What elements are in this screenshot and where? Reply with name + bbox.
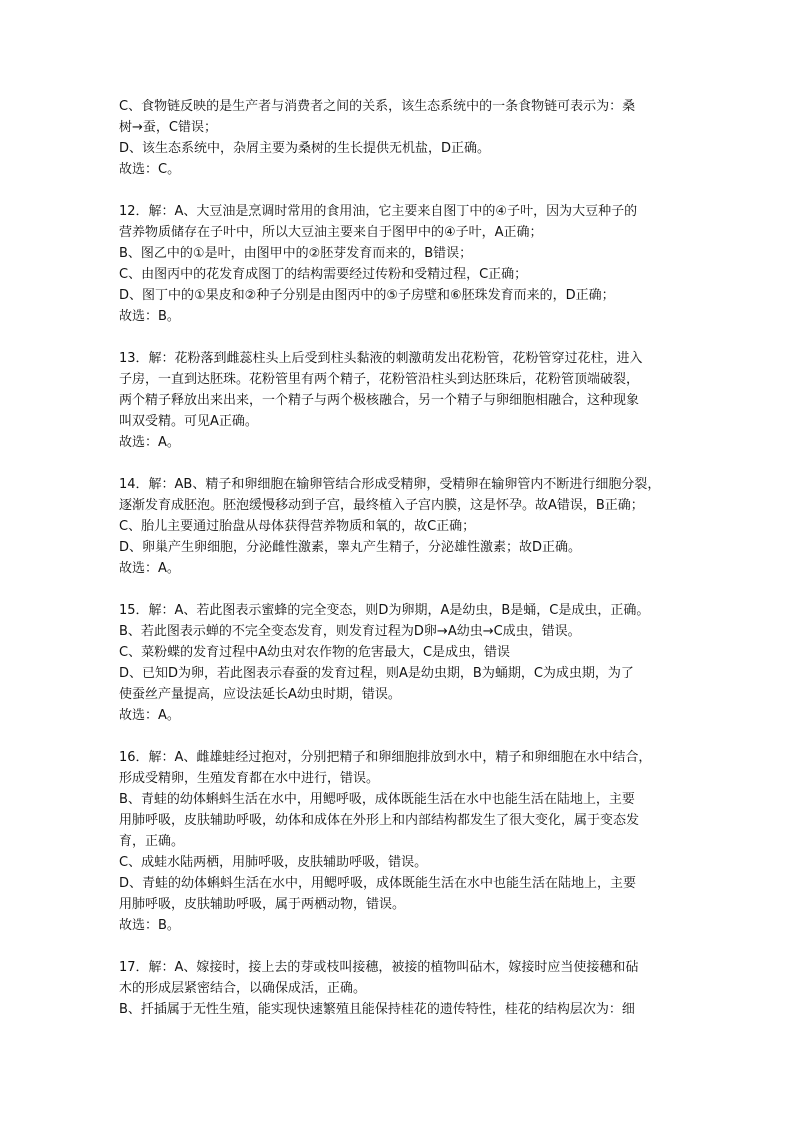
- text-line: 故选：A。: [119, 561, 180, 576]
- text-line: 子房，一直到达胚珠。花粉管里有两个精子，花粉管沿柱头到达胚珠后，花粉管顶端破裂，: [119, 372, 640, 387]
- text-line: 用肺呼吸，皮肤辅助呼吸，幼体和成体在外形上和内部结构都发生了很大变化，属于变态发: [119, 813, 640, 828]
- text-line: 12．解：A、大豆油是烹调时常用的食用油，它主要来自图丁中的④子叶，因为大豆种子的: [119, 204, 638, 219]
- text-line: 形成受精卵，生殖发育都在水中进行，错误。: [119, 771, 380, 786]
- text-line: 17．解：A、嫁接时，接上去的芽或枝叫接穗，被接的植物叫砧木，嫁接时应当使接穗和砧: [119, 960, 639, 975]
- text-line: 故选：B。: [119, 918, 180, 933]
- text-line: D、青蛙的幼体蝌蚪生活在水中，用鳃呼吸，成体既能生活在水中也能生活在陆地上，主要: [119, 876, 637, 891]
- text-line: 树→蚕，C错误；: [119, 120, 217, 135]
- paragraph-gap: [119, 327, 689, 348]
- text-line: 木的形成层紧密结合，以确保成活，正确。: [119, 981, 367, 996]
- text-line: C、食物链反映的是生产者与消费者之间的关系，该生态系统中的一条食物链可表示为：桑: [119, 99, 636, 114]
- text-line: C、胎儿主要通过胎盘从母体获得营养物质和氧的，故C正确；: [119, 519, 476, 534]
- answer-text-body: [119, 96, 689, 1020]
- text-line: 16．解：A、雌雄蛙经过抱对，分别把精子和卵细胞排放到水中，精子和卵细胞在水中结合，: [119, 750, 652, 765]
- paragraph-gap: [119, 453, 689, 474]
- text-line: 两个精子释放出来出来，一个精子与两个极核融合，另一个精子与卵细胞相融合，这种现象: [119, 393, 640, 408]
- text-line: 用肺呼吸，皮肤辅助呼吸，属于两栖动物，错误。: [119, 897, 406, 912]
- text-line: 13．解：花粉落到雌蕊柱头上后受到柱头黏液的刺激萌发出花粉管，花粉管穿过花柱，进入: [119, 351, 643, 366]
- text-line: 故选：B。: [119, 309, 180, 324]
- text-line: C、成蛙水陆两栖，用肺呼吸，皮肤辅助呼吸，错误。: [119, 855, 428, 870]
- paragraph-gap: [119, 936, 689, 957]
- paragraph-gap: [119, 180, 689, 201]
- text-line: D、卵巢产生卵细胞，分泌雌性激素，睾丸产生精子，分泌雄性激素；故D正确。: [119, 540, 582, 555]
- text-line: B、图乙中的①是叶，由图甲中的②胚芽发育而来的，B错误；: [119, 246, 473, 261]
- text-line: 15．解：A、若此图表示蜜蜂的完全变态，则D为卵期，A是幼虫，B是蛹，C是成虫，正确。: [119, 603, 650, 618]
- paragraph-gap: [119, 579, 689, 600]
- text-line: 故选：C。: [119, 162, 181, 177]
- paragraph-gap: [119, 726, 689, 747]
- text-line: 育，正确。: [119, 834, 185, 849]
- text-line: B、扦插属于无性生殖，能实现快速繁殖且能保持桂花的遗传特性，桂花的结构层次为：细: [119, 1002, 635, 1017]
- text-line: C、菜粉蝶的发育过程中A幼虫对农作物的危害最大，C是成虫，错误: [119, 645, 511, 660]
- text-line: 故选：A。: [119, 708, 180, 723]
- text-line: D、已知D为卵，若此图表示春蚕的发育过程，则A是幼虫期，B为蛹期，C为成虫期，为了: [119, 666, 634, 681]
- text-line: 营养物质储存在子叶中，所以大豆油主要来自于图甲中的④子叶，A正确；: [119, 225, 543, 240]
- text-line: 故选：A。: [119, 435, 180, 450]
- text-line: 逐渐发育成胚泡。胚泡缓慢移动到子宫，最终植入子宫内膜，这是怀孕。故A错误，B正确；: [119, 498, 644, 513]
- text-line: D、该生态系统中，杂屑主要为桑树的生长提供无机盐，D正确。: [119, 141, 491, 156]
- text-line: 使蚕丝产量提高，应设法延长A幼虫时期，错误。: [119, 687, 401, 702]
- text-line: B、青蛙的幼体蝌蚪生活在水中，用鳃呼吸，成体既能生活在水中也能生活在陆地上，主要: [119, 792, 635, 807]
- text-line: C、由图丙中的花发育成图丁的结构需要经过传粉和受精过程，C正确；: [119, 267, 528, 282]
- text-line: B、若此图表示蝉的不完全变态发育，则发育过程为D卵→A幼虫→C成虫，错误。: [119, 624, 581, 639]
- text-line: 14．解：AB、精子和卵细胞在输卵管结合形成受精卵，受精卵在输卵管内不断进行细胞分裂，: [119, 477, 661, 492]
- text-line: D、图丁中的①果皮和②种子分别是由图丙中的⑤子房壁和⑥胚珠发育而来的，D正确；: [119, 288, 615, 303]
- text-line: 叫双受精。可见A正确。: [119, 414, 258, 429]
